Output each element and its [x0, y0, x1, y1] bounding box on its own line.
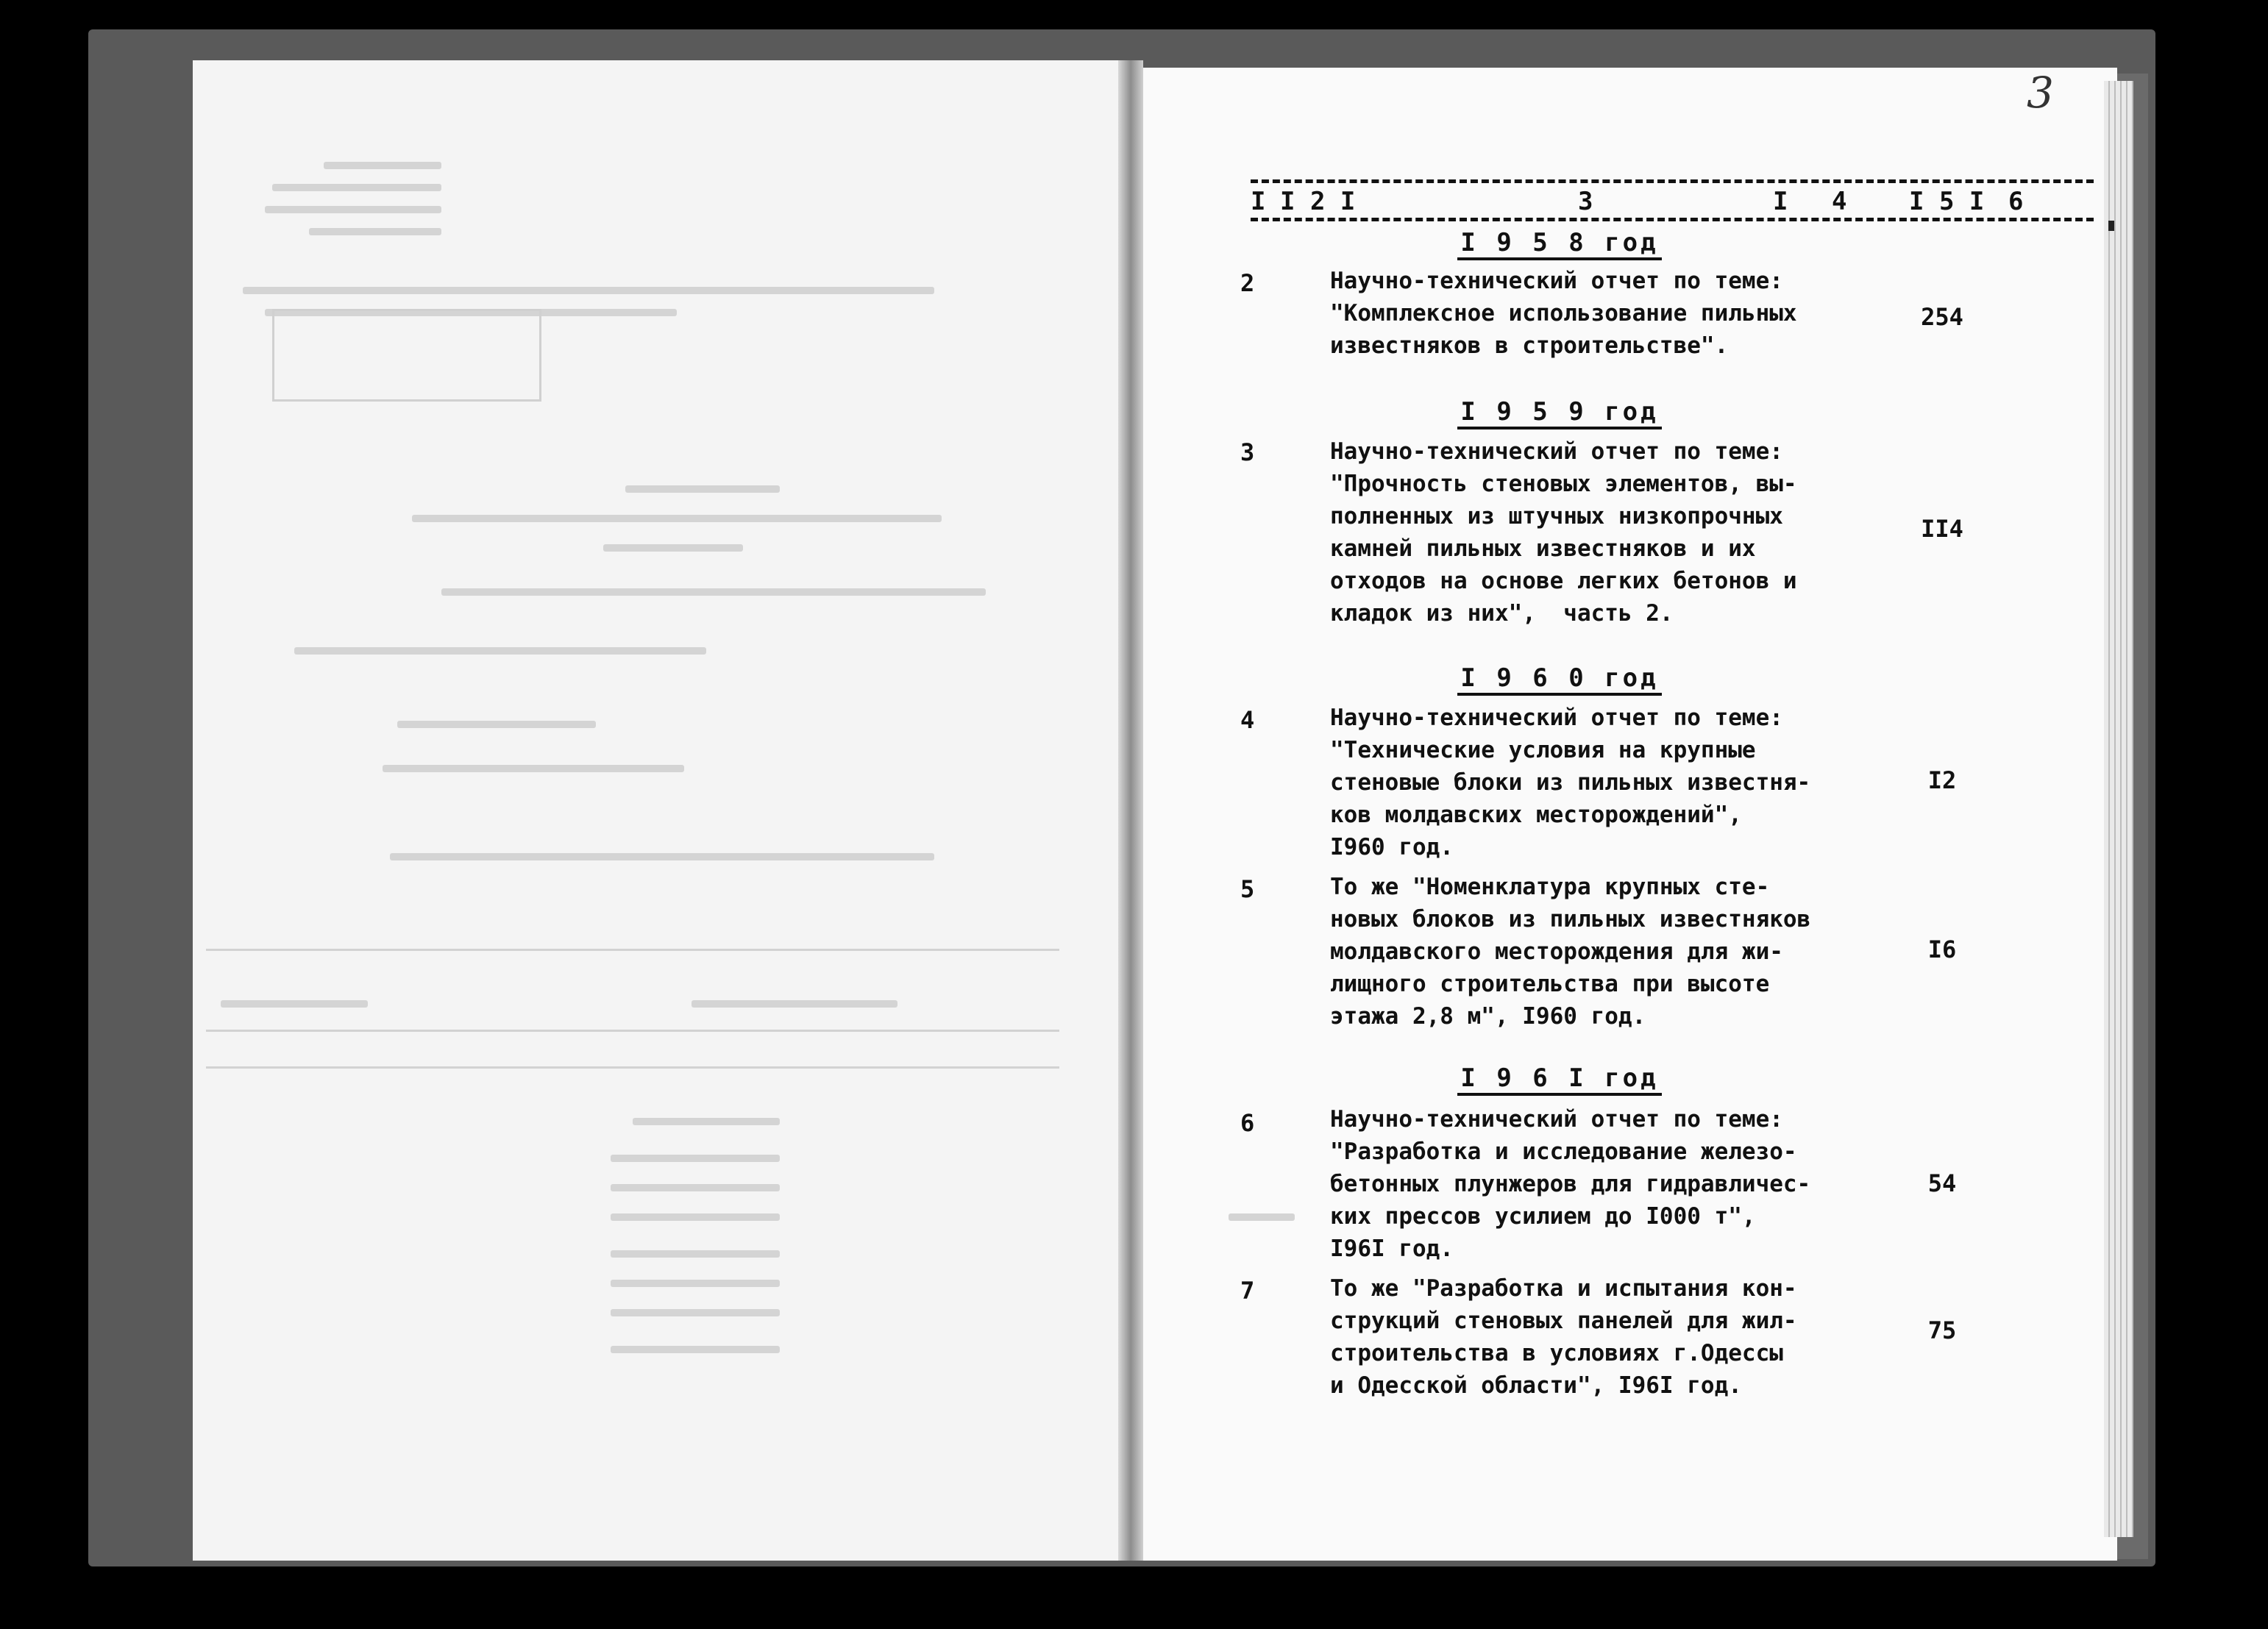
header-top-rule	[1251, 179, 2094, 183]
book-gutter	[1118, 60, 1143, 1561]
header-bottom-rule	[1251, 218, 2094, 221]
entry-sheet-count: 54	[1927, 1169, 1957, 1197]
entry-number: 7	[1240, 1277, 1255, 1305]
entry-sheet-count: I2	[1927, 766, 1957, 794]
year-heading: I 9 6 I год	[1442, 1063, 1677, 1093]
entry-number: 4	[1240, 706, 1255, 734]
entry-number: 5	[1240, 875, 1255, 903]
year-heading: I 9 5 9 год	[1442, 397, 1677, 427]
entry-sheet-count: 75	[1927, 1316, 1957, 1344]
entry-sheet-count: 254	[1921, 303, 1963, 331]
page-stack-edge	[2104, 81, 2133, 1537]
header-col-3: 3	[1578, 187, 1593, 216]
header-col-divider: I	[1773, 187, 1788, 216]
entry-number: 3	[1240, 438, 1255, 466]
entry-number: 2	[1240, 269, 1255, 297]
header-col-4: 4	[1832, 187, 1847, 216]
header-col-6: 6	[2008, 187, 2024, 216]
page-number: 3	[2027, 68, 2054, 118]
year-heading: I 9 5 8 год	[1442, 228, 1677, 257]
column-header-row	[1251, 174, 2094, 232]
header-col-2: I 2 I	[1280, 187, 1356, 216]
entry-sheet-count: I6	[1927, 935, 1957, 963]
entry-text: Научно-технический отчет по теме: "Разработка и исследование железо- бетонных плунжеров для гидравличес- ких прессов усилием до I000 т", I96I год.	[1330, 1106, 1811, 1262]
header-col-5: I 5 I	[1909, 187, 1985, 216]
page-tab-mark	[2108, 221, 2114, 231]
year-heading: I 9 6 0 год	[1442, 663, 1677, 693]
header-col-1: I	[1251, 187, 1266, 216]
entry-number: 6	[1240, 1109, 1255, 1137]
left-page	[193, 60, 1126, 1561]
entry-sheet-count: II4	[1921, 515, 1963, 543]
entry-text: Научно-технический отчет по теме: "Комплексное использование пильных известняков в строительстве".	[1330, 268, 1797, 359]
entry-text: То же "Номенклатура крупных сте- новых блоков из пильных известняков молдавского месторождения для жи- лищного строительства при высоте этажа 2,8 м", I960 год.	[1330, 874, 1811, 1030]
entry-text: Научно-технический отчет по теме: "Прочность стеновых элементов, вы- полненных из штучных низкопрочных камней пильных известняков и их отходов на основе легких бетонов и кладок из них", часть 2.	[1330, 438, 1797, 627]
entry-text: То же "Разработка и испытания кон- струкций стеновых панелей для жил- строительства в условиях г.Одессы и Одесской области", I96I год.	[1330, 1275, 1797, 1399]
entry-text: Научно-технический отчет по теме: "Технические условия на крупные стеновые блоки из пильных известня- ков молдавских месторождений", I960 год.	[1330, 705, 1811, 860]
